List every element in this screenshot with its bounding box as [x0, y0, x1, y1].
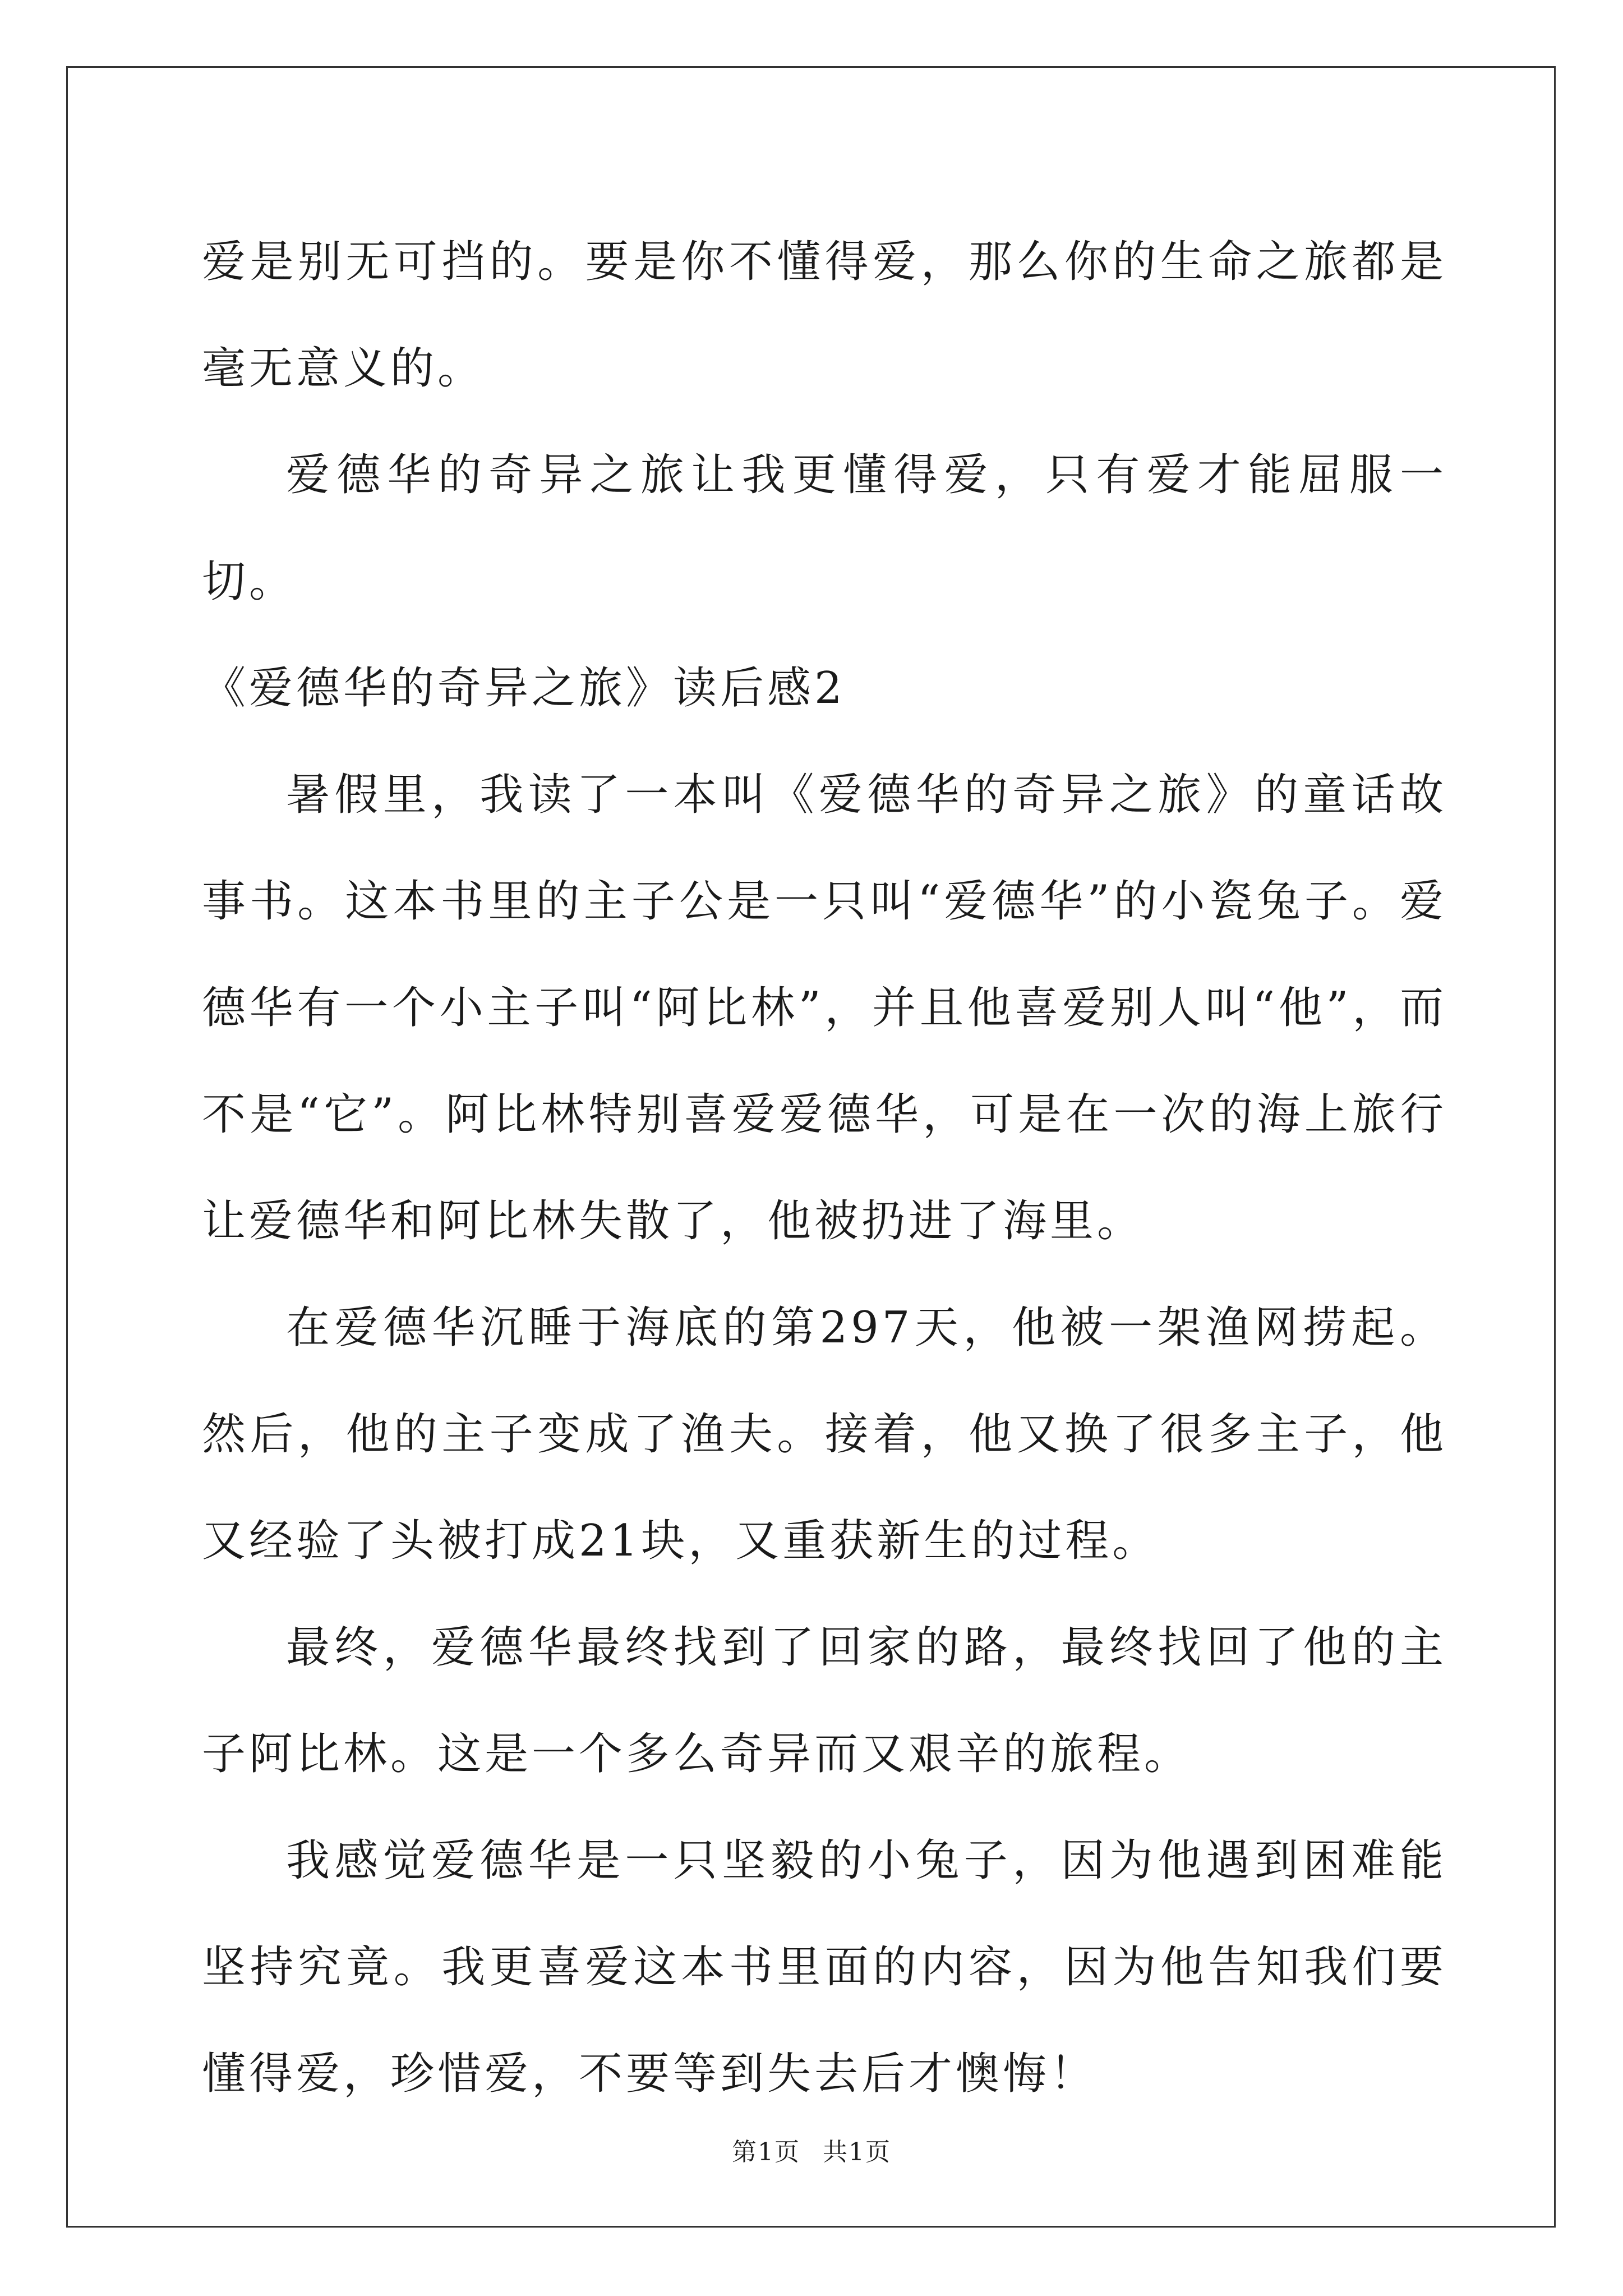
page-footer: [0, 2132, 1623, 2168]
section-heading: 《爱德华的奇异之旅》读后感2: [202, 663, 846, 714]
paragraph-4: 在爱德华沉睡于海底的第297天，他被一架渔网捞起。然后，他的主子变成了渔夫。接着，他又换了很多主子，他又经验了头被打成21块，又重获新生的过程。: [202, 1303, 1447, 1566]
page-number: 第1页: [732, 2138, 800, 2166]
page-total: 共1页: [823, 2138, 891, 2166]
paragraph-3: 暑假里，我读了一本叫《爱德华的奇异之旅》的童话故事书。这本书里的主子公是一只叫“爱德华”的小瓷兔子。爱德华有一个小主子叫“阿比林”，并且他喜爱别人叫“他”，而不是“它”。阿比林特别喜爱爱德华，可是在一次的海上旅行让爱德华和阿比林失散了，他被扔进了海里。: [202, 770, 1447, 1246]
paragraph-2: 爱德华的奇异之旅让我更懂得爱，只有爱才能屈服一切。: [202, 450, 1447, 607]
document-body: [202, 209, 1447, 2127]
paragraph-5: 最终，爱德华最终找到了回家的路，最终找回了他的主子阿比林。这是一个多么奇异而又艰辛的旅程。: [202, 1622, 1447, 1779]
paragraph-1: 爱是别无可挡的。要是你不懂得爱，那么你的生命之旅都是毫无意义的。: [202, 237, 1447, 394]
paragraph-6: 我感觉爱德华是一只坚毅的小兔子，因为他遇到困难能坚持究竟。我更喜爱这本书里面的内容，因为他告知我们要懂得爱，珍惜爱，不要等到失去后才懊悔！: [202, 1835, 1447, 2099]
